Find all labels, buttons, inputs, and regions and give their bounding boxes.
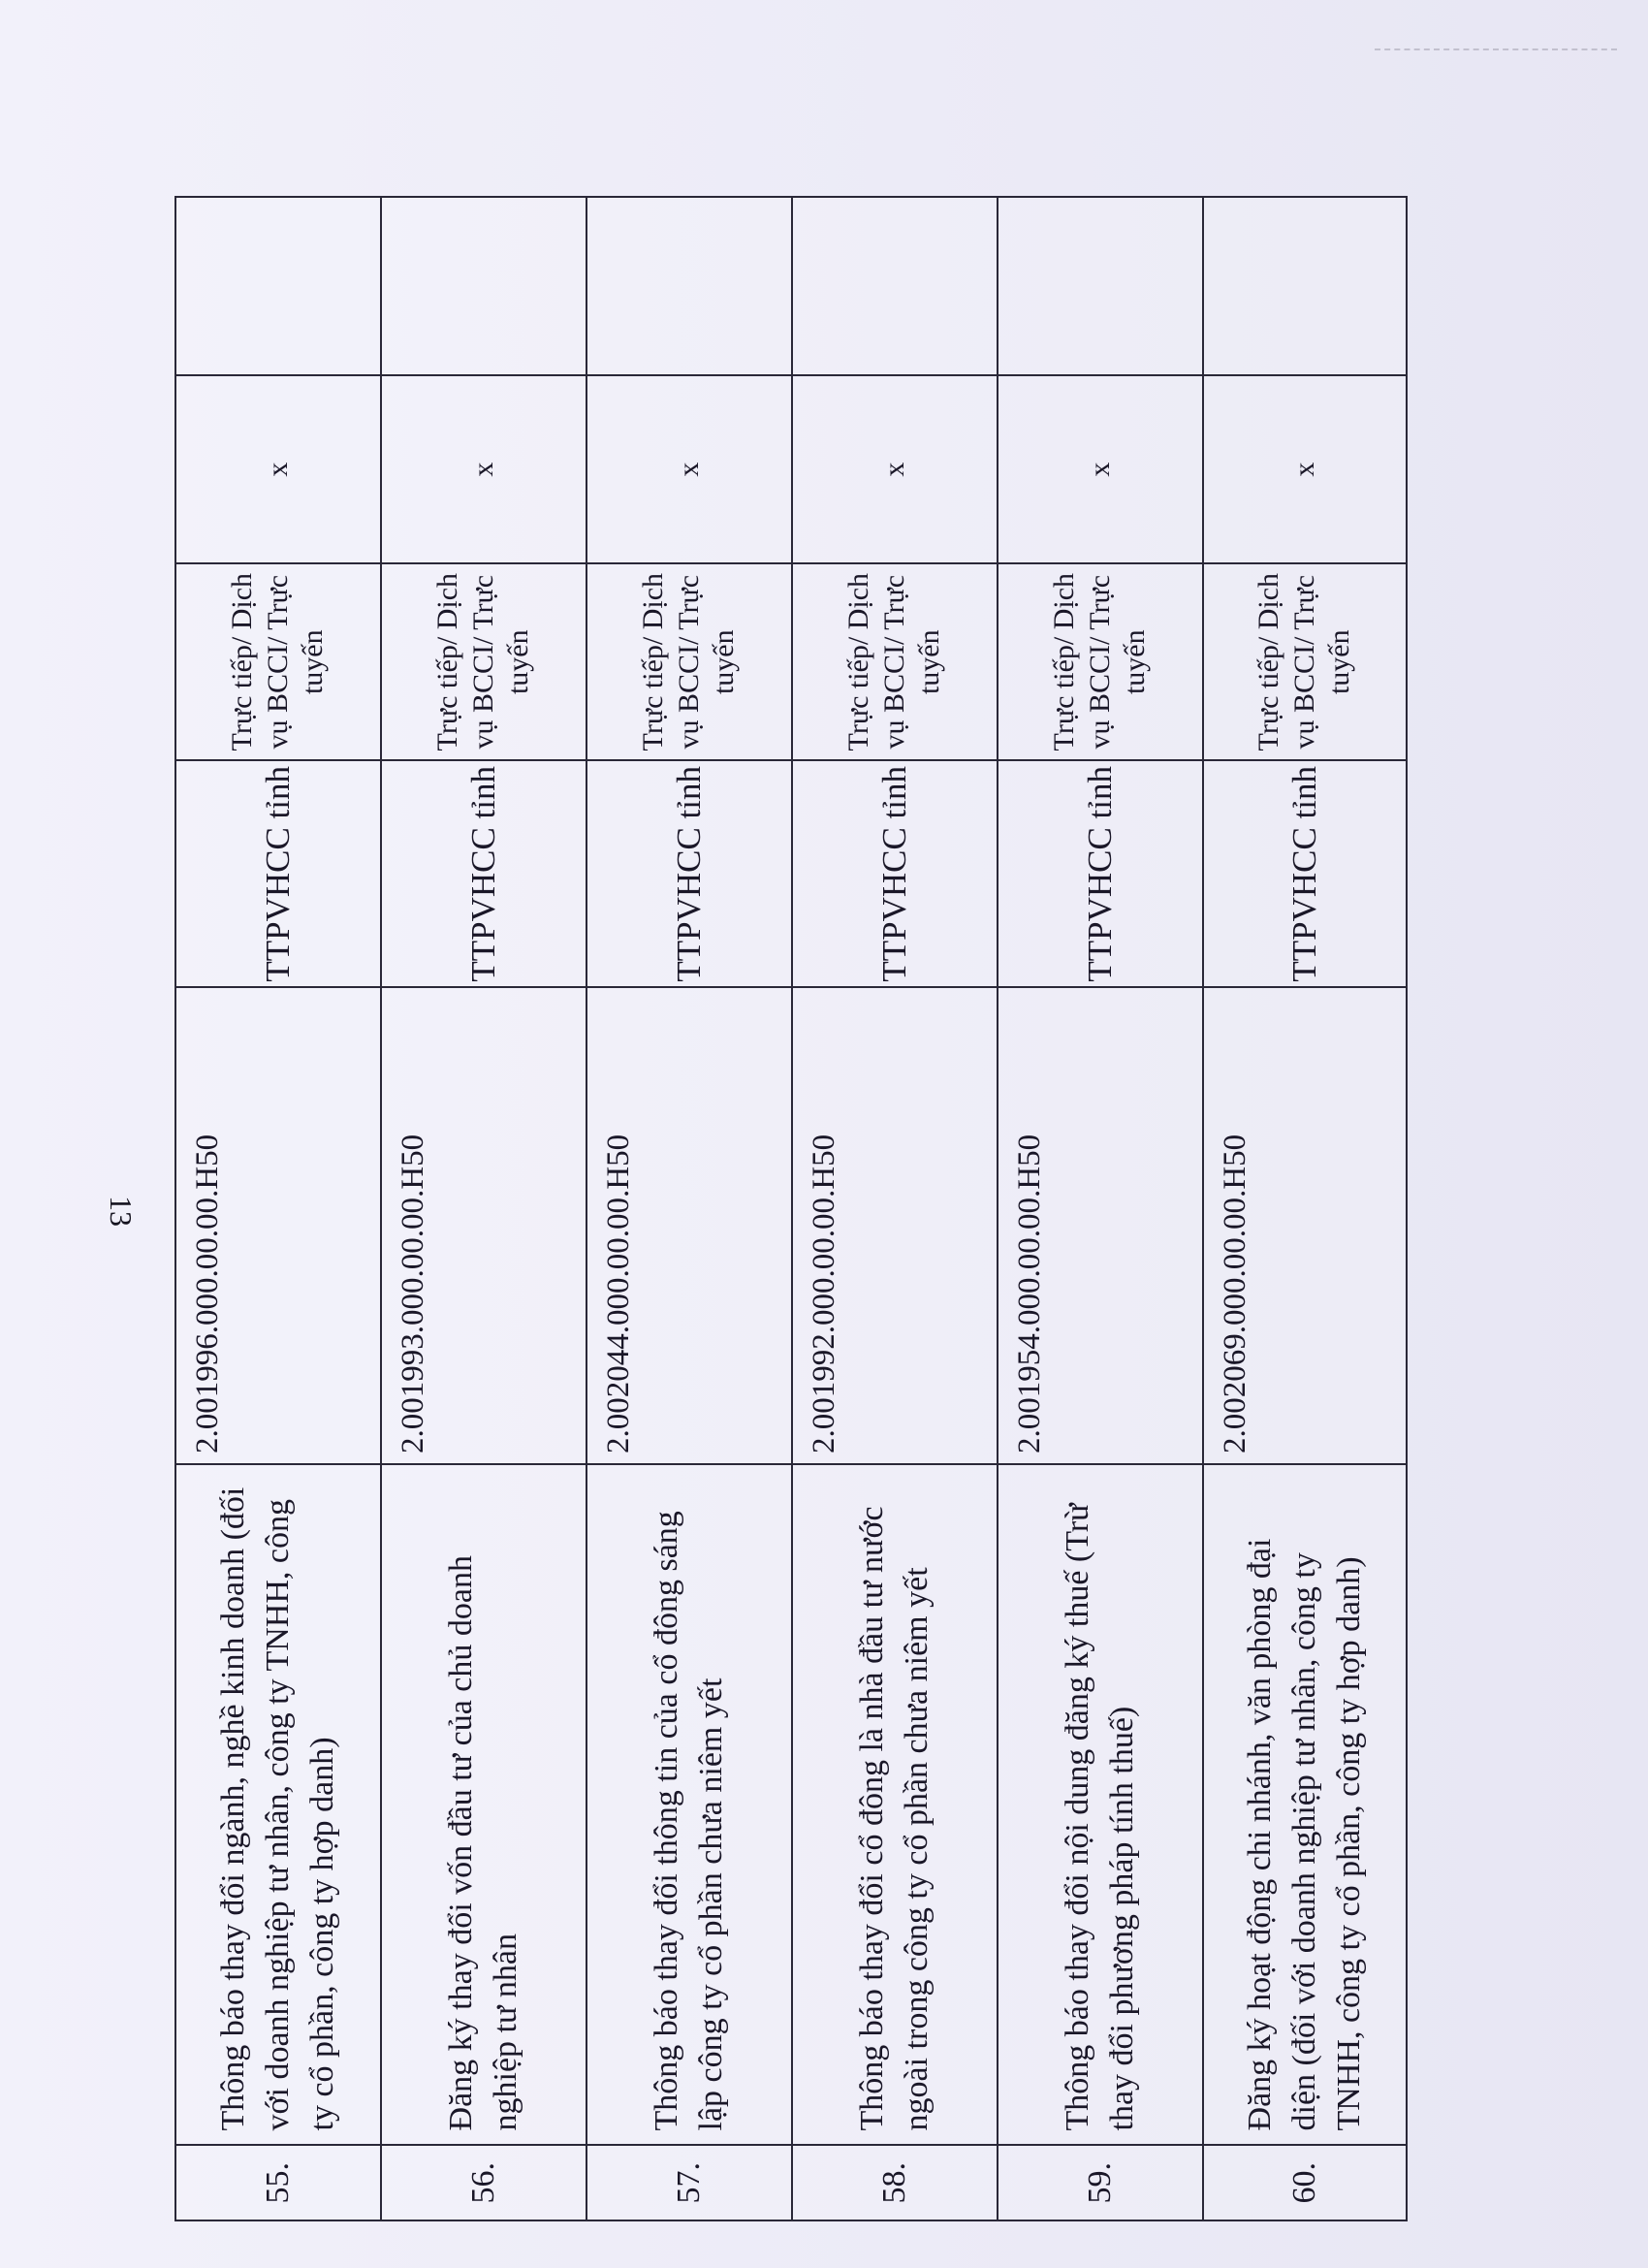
- row-number: 57.: [586, 2145, 792, 2220]
- procedure-name: Đăng ký hoạt động chi nhánh, văn phòng đại diện (đối với doanh nghiệp tư nhân, công ty TNHH, công ty cổ phần, công ty hợp danh): [1203, 1464, 1407, 2146]
- rotated-table-container: [174, 196, 1406, 2221]
- row-number: 59.: [998, 2145, 1203, 2220]
- procedure-name: Thông báo thay đổi nội dung đăng ký thuế (Trừ thay đổi phương pháp tính thuế): [998, 1464, 1203, 2146]
- submission-mode: Trực tiếp/ Dịch vụ BCCI/ Trực tuyến: [381, 563, 586, 760]
- submission-mode: Trực tiếp/ Dịch vụ BCCI/ Trực tuyến: [792, 563, 998, 760]
- procedure-code: 2.001954.000.00.00.H50: [998, 987, 1203, 1464]
- empty-cell: [1203, 197, 1407, 375]
- row-number: 60.: [1203, 2145, 1407, 2220]
- row-number: 55.: [175, 2145, 381, 2220]
- empty-cell: [998, 197, 1203, 375]
- empty-cell: [586, 197, 792, 375]
- receiving-place: TTPVHCC tỉnh: [586, 760, 792, 987]
- submission-mode: Trực tiếp/ Dịch vụ BCCI/ Trực tuyến: [998, 563, 1203, 760]
- receiving-place: TTPVHCC tỉnh: [381, 760, 586, 987]
- empty-cell: [792, 197, 998, 375]
- empty-cell: [381, 197, 586, 375]
- receiving-place: TTPVHCC tỉnh: [998, 760, 1203, 987]
- check-mark: x: [998, 375, 1203, 563]
- procedure-table: [174, 196, 1408, 2221]
- receiving-place: TTPVHCC tỉnh: [175, 760, 381, 987]
- submission-mode: Trực tiếp/ Dịch vụ BCCI/ Trực tuyến: [175, 563, 381, 760]
- table-row: [175, 197, 381, 2220]
- page-number: 13: [104, 1196, 139, 1227]
- table-row: [1203, 197, 1407, 2220]
- check-mark: x: [381, 375, 586, 563]
- procedure-code: 2.002044.000.00.00.H50: [586, 987, 792, 1464]
- table-row: [586, 197, 792, 2220]
- procedure-name: Thông báo thay đổi cổ đông là nhà đầu tư nước ngoài trong công ty cổ phần chưa niêm yết: [792, 1464, 998, 2146]
- scan-edge-mark: [1375, 48, 1617, 52]
- submission-mode: Trực tiếp/ Dịch vụ BCCI/ Trực tuyến: [1203, 563, 1407, 760]
- empty-cell: [175, 197, 381, 375]
- table-row: [998, 197, 1203, 2220]
- procedure-name: Thông báo thay đổi ngành, nghề kinh doanh (đối với doanh nghiệp tư nhân, công ty TNHH, công ty cổ phần, công ty hợp danh): [175, 1464, 381, 2146]
- procedure-code: 2.001993.000.00.00.H50: [381, 987, 586, 1464]
- procedure-name: Thông báo thay đổi thông tin của cổ đông sáng lập công ty cổ phần chưa niêm yết: [586, 1464, 792, 2146]
- procedure-name: Đăng ký thay đổi vốn đầu tư của chủ doanh nghiệp tư nhân: [381, 1464, 586, 2146]
- receiving-place: TTPVHCC tỉnh: [1203, 760, 1407, 987]
- check-mark: x: [1203, 375, 1407, 563]
- procedure-code: 2.001996.000.00.00.H50: [175, 987, 381, 1464]
- table-row: [792, 197, 998, 2220]
- procedure-code: 2.001992.000.00.00.H50: [792, 987, 998, 1464]
- procedure-code: 2.002069.000.00.00.H50: [1203, 987, 1407, 1464]
- check-mark: x: [792, 375, 998, 563]
- check-mark: x: [586, 375, 792, 563]
- check-mark: x: [175, 375, 381, 563]
- receiving-place: TTPVHCC tỉnh: [792, 760, 998, 987]
- table-row: [381, 197, 586, 2220]
- submission-mode: Trực tiếp/ Dịch vụ BCCI/ Trực tuyến: [586, 563, 792, 760]
- row-number: 58.: [792, 2145, 998, 2220]
- row-number: 56.: [381, 2145, 586, 2220]
